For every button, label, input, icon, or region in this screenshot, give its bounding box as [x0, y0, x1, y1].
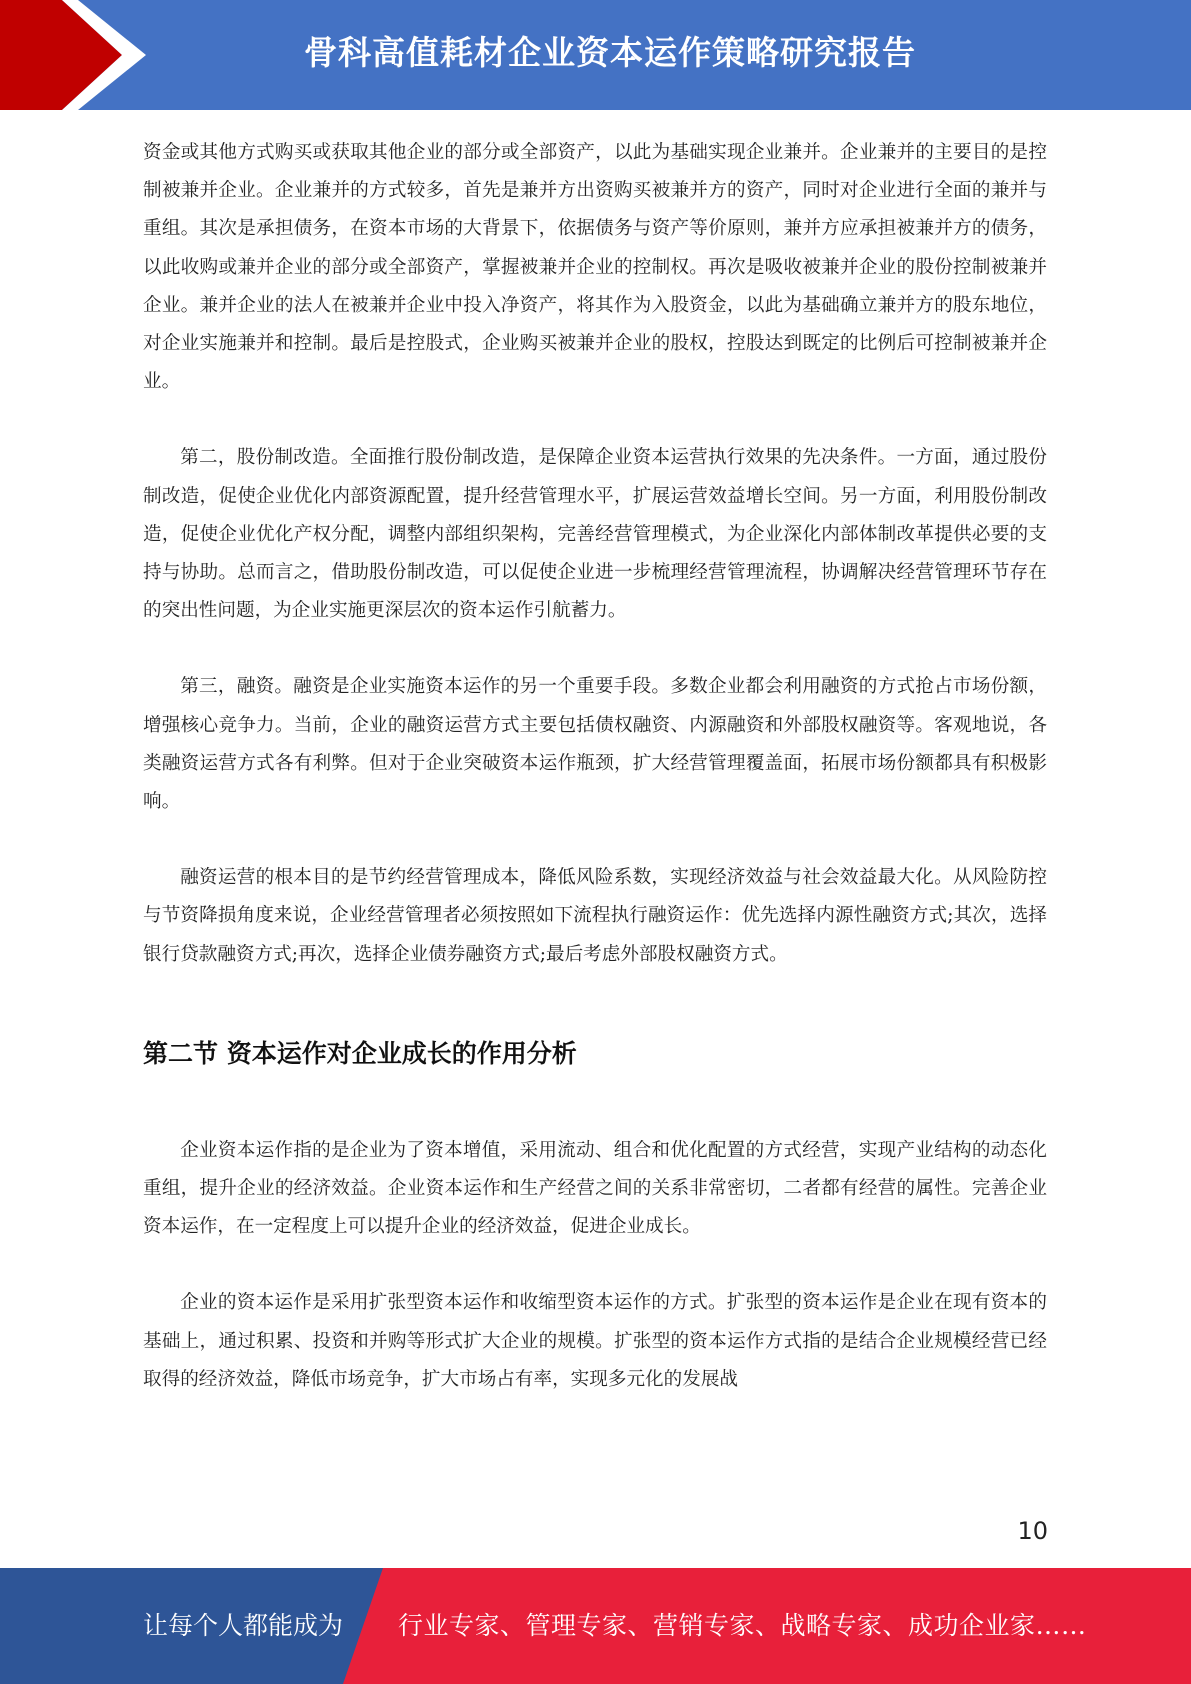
page-body — [143, 134, 1047, 1399]
section-heading: 第二节 资本运作对企业成长的作用分析 — [143, 1038, 577, 1068]
footer-slogan-left: 让每个人都能成为 — [143, 1611, 344, 1640]
page-number: 10 — [1017, 1517, 1048, 1545]
paragraph-capital-operation-definition: 企业资本运作指的是企业为了资本增值，采用流动、组合和优化配置的方式经营，实现产业结构的动态化重组，提升企业的经济效益。企业资本运作和生产经营之间的关系非常密切，二者都有经营的属性。完善企业资本运作，在一定程度上可以提升企业的经济效益，促进企业成长。 — [143, 1139, 1047, 1238]
page-footer — [0, 1568, 1191, 1684]
page-header — [0, 0, 1191, 110]
paragraph-merger-methods: 资金或其他方式购买或获取其他企业的部分或全部资产，以此为基础实现企业兼并。企业兼并的主要目的是控制被兼并企业。企业兼并的方式较多，首先是兼并方出资购买被兼并方的资产，同时对企业进行全面的兼并与重组。其次是承担债务，在资本市场的大背景下，依据债务与资产等价原则，兼并方应承担被兼并方的债务，以此收购或兼并企业的部分或全部资产，掌握被兼并企业的控制权。再次是吸收被兼并企业的股份控制被兼并企业。兼并企业的法人在被兼并企业中投入净资产，将其作为入股资金，以此为基础确立兼并方的股东地位，对企业实施兼并和控制。最后是控股式，企业购买被兼并企业的股权，控股达到既定的比例后可控制被兼并企业。 — [143, 142, 1047, 393]
paragraph-expansion-contraction: 企业的资本运作是采用扩张型资本运作和收缩型资本运作的方式。扩张型的资本运作是企业在现有资本的基础上，通过积累、投资和并购等形式扩大企业的规模。扩张型的资本运作方式指的是结合企业规模经营已经取得的经济效益，降低市场竞争，扩大市场占有率，实现多元化的发展战 — [143, 1292, 1047, 1390]
footer-slogan-right: 行业专家、管理专家、营销专家、战略专家、成功企业家…… — [398, 1611, 1087, 1640]
report-title: 骨科高值耗材企业资本运作策略研究报告 — [304, 33, 916, 72]
paragraph-financing-purpose: 融资运营的根本目的是节约经营管理成本，降低风险系数，实现经济效益与社会效益最大化。从风险防控与节资降损角度来说，企业经营管理者必须按照如下流程执行融资运作：优先选择内源性融资方式;其次，选择银行贷款融资方式;再次，选择企业债券融资方式;最后考虑外部股权融资方式。 — [143, 867, 1047, 965]
paragraph-shareholding-reform: 第二，股份制改造。全面推行股份制改造，是保障企业资本运营执行效果的先决条件。一方面，通过股份制改造，促使企业优化内部资源配置，提升经营管理水平，扩展运营效益增长空间。另一方面，利用股份制改造，促使企业优化产权分配，调整内部组织架构，完善经营管理模式，为企业深化内部体制改革提供必要的支持与协助。总而言之，借助股份制改造，可以促使企业进一步梳理经营管理流程，协调解决经营管理环节存在的突出性问题，为企业实施更深层次的资本运作引航蓄力。 — [143, 447, 1047, 622]
paragraph-financing: 第三，融资。融资是企业实施资本运作的另一个重要手段。多数企业都会利用融资的方式抢占市场份额，增强核心竞争力。当前，企业的融资运营方式主要包括债权融资、内源融资和外部股权融资等。客观地说，各类融资运营方式各有利弊。但对于企业突破资本运作瓶颈，扩大经营管理覆盖面，拓展市场份额都具有积极影响。 — [143, 676, 1047, 813]
